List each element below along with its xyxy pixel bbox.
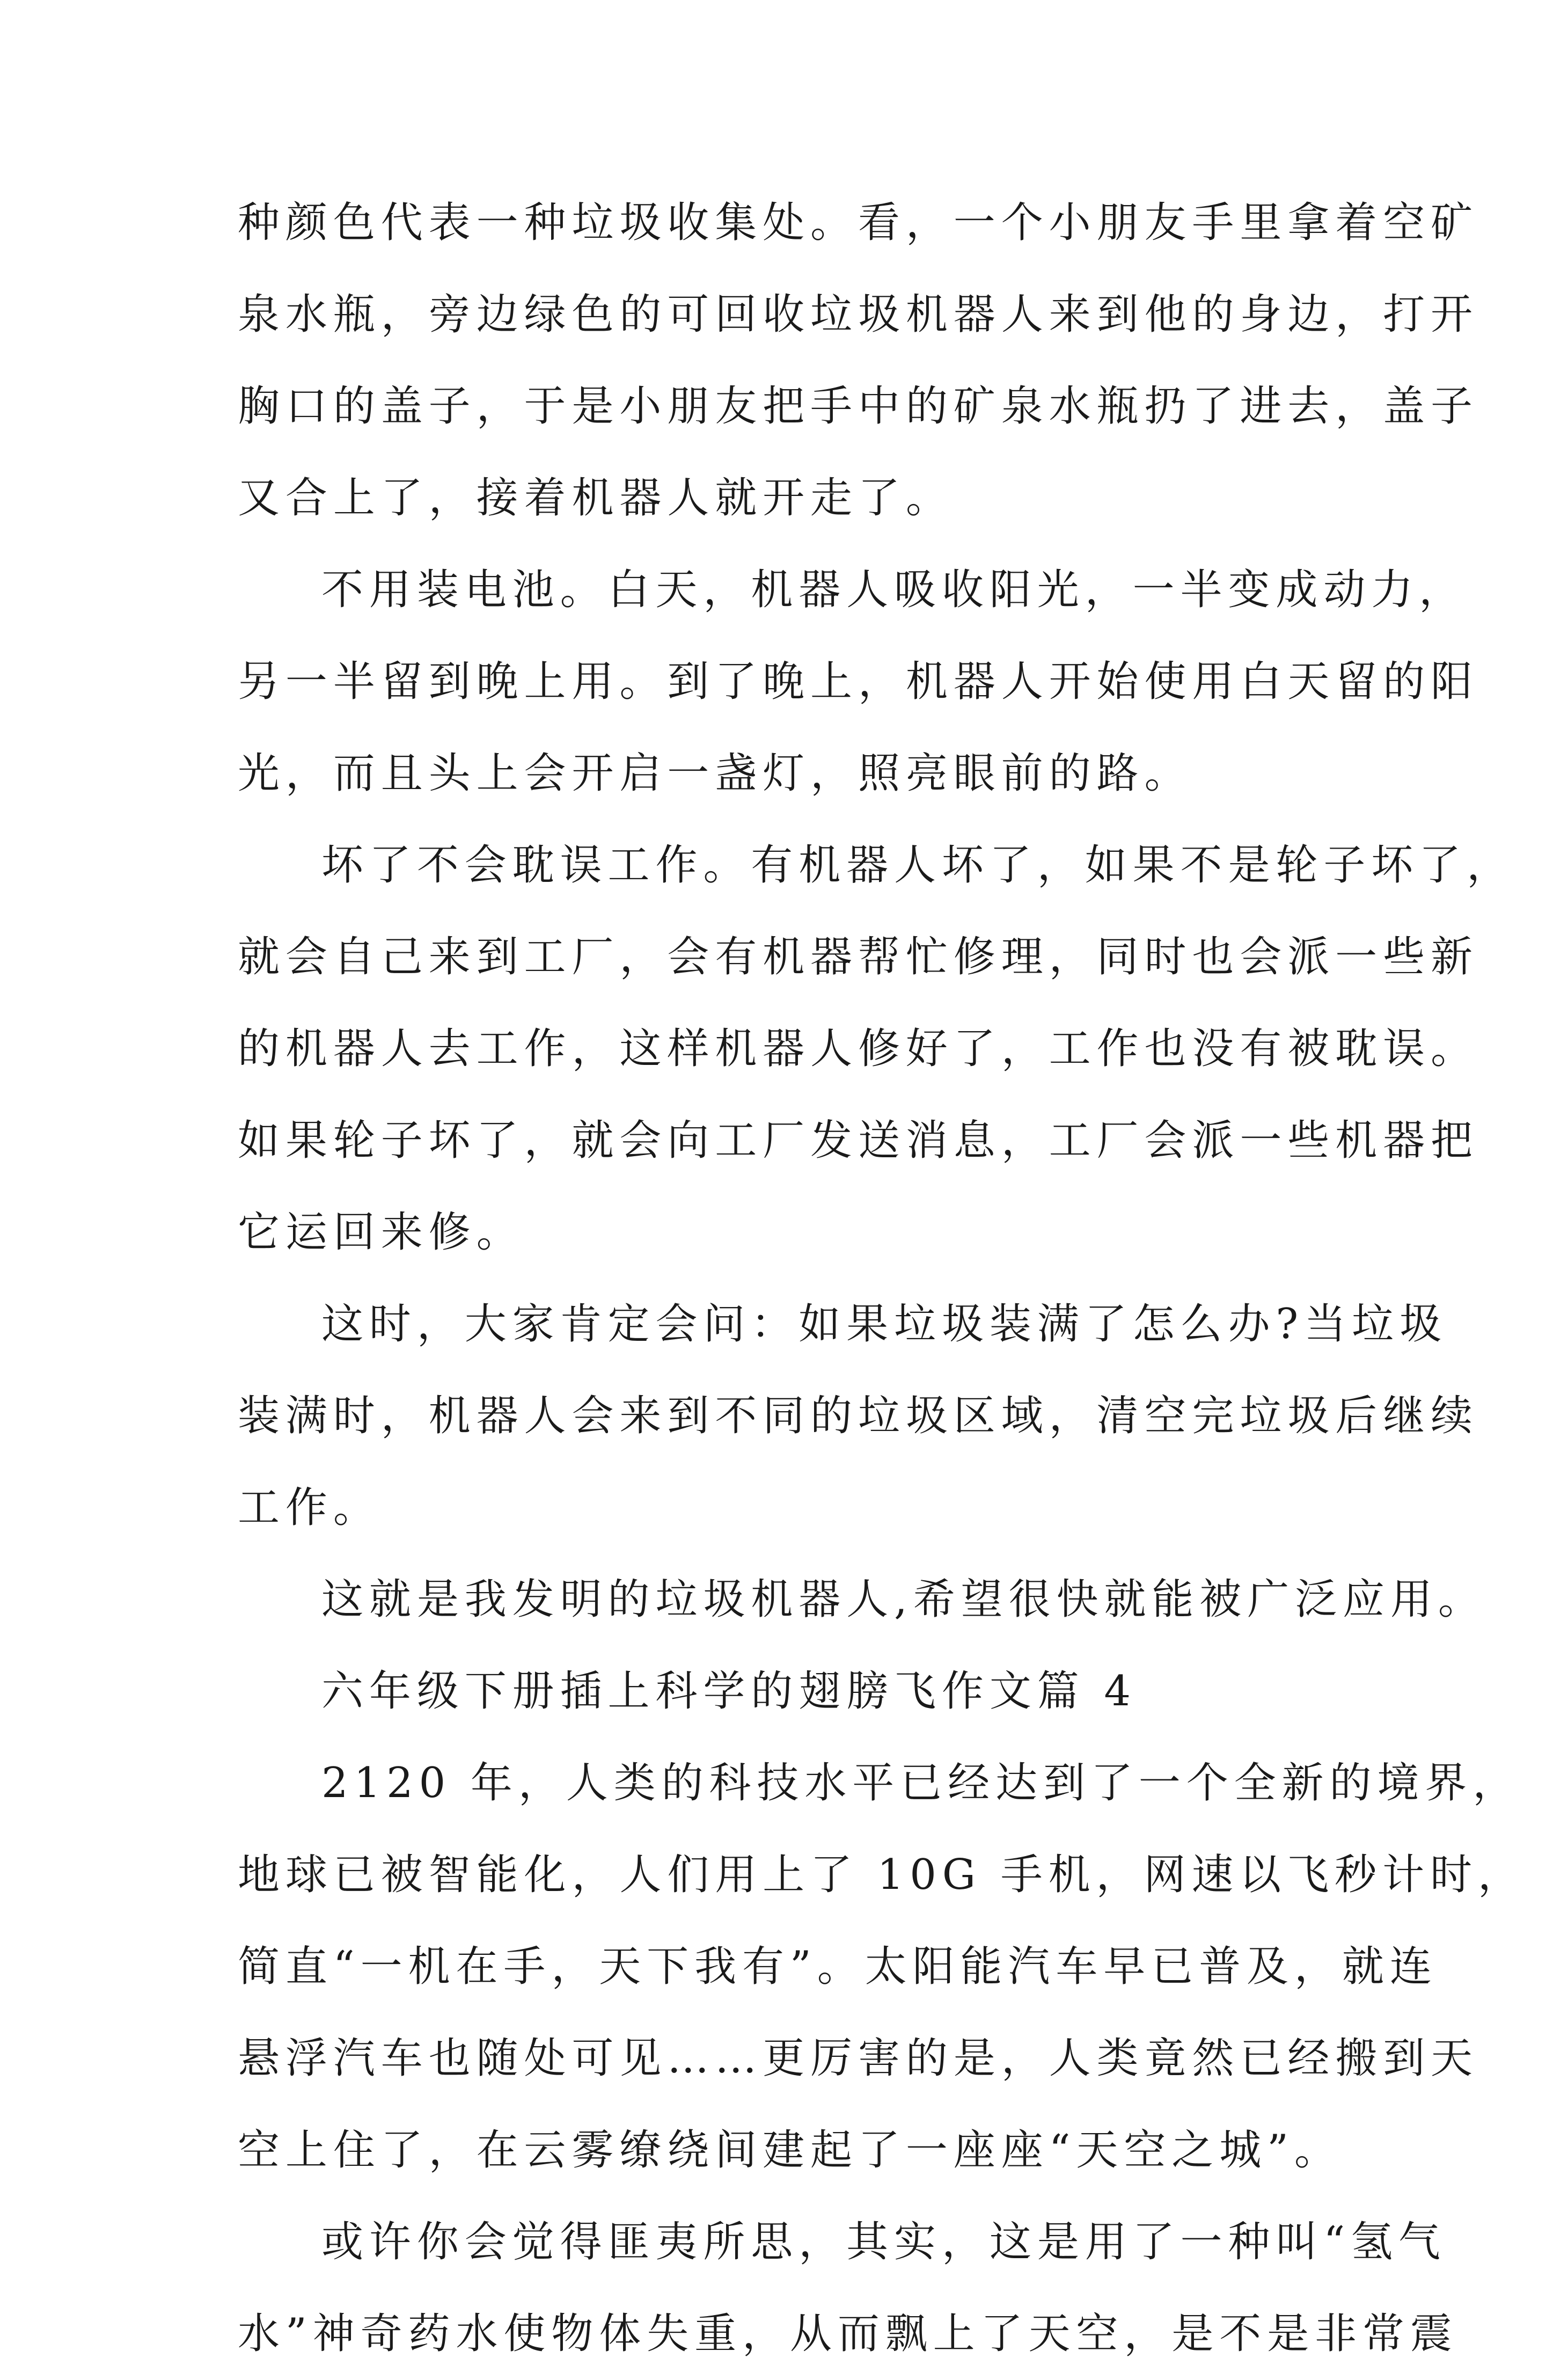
text-line: 另一半留到晚上用。到了晚上，机器人开始使用白天留的阳 bbox=[238, 658, 1478, 706]
text-line: 又合上了，接着机器人就开走了。 bbox=[238, 474, 954, 522]
paragraph bbox=[238, 820, 1515, 1279]
text-line: 光，而且头上会开启一盏灯，照亮眼前的路。 bbox=[238, 749, 1192, 798]
section-heading bbox=[238, 1646, 1327, 1737]
text-line: 坏了不会耽误工作。有机器人坏了，如果不是轮子坏了， bbox=[321, 841, 1515, 889]
text-line: 泉水瓶，旁边绿色的可回收垃圾机器人来到他的身边，打开 bbox=[238, 290, 1478, 339]
text-line: 这就是我发明的垃圾机器人,希望很快就能被广泛应用。 bbox=[321, 1575, 1486, 1624]
text-line: 或许你会觉得匪夷所思，其实，这是用了一种叫“氢气 bbox=[321, 2218, 1446, 2266]
text-line: 不用装电池。白天，机器人吸收阳光，一半变成动力， bbox=[321, 566, 1467, 614]
text-line: 工作。 bbox=[238, 1484, 381, 1532]
document-body bbox=[238, 177, 1526, 2380]
text-line: 胸口的盖子，于是小朋友把手中的矿泉水瓶扔了进去，盖子 bbox=[238, 382, 1478, 430]
text-line: 空上住了，在云雾缭绕间建起了一座座“天空之城”。 bbox=[238, 2126, 1342, 2174]
text-line: 它运回来修。 bbox=[238, 1208, 524, 1257]
text-line: 2120 年，人类的科技水平已经达到了一个全新的境界， bbox=[321, 1759, 1521, 1807]
paragraph bbox=[238, 544, 1478, 820]
text-line: 种颜色代表一种垃圾收集处。看，一个小朋友手里拿着空矿 bbox=[238, 199, 1478, 247]
text-line: 这时，大家肯定会问：如果垃圾装满了怎么办?当垃圾 bbox=[321, 1300, 1447, 1348]
text-line: 如果轮子坏了，就会向工厂发送消息，工厂会派一些机器把 bbox=[238, 1116, 1478, 1165]
text-line: 悬浮汽车也随处可见……更厉害的是，人类竟然已经搬到天 bbox=[238, 2034, 1478, 2083]
text-line: 就会自己来到工厂，会有机器帮忙修理，同时也会派一些新 bbox=[238, 933, 1478, 981]
text-line: 水”神奇药水使物体失重，从而飘上了天空，是不是非常震 bbox=[238, 2310, 1458, 2358]
text-line: 装满时，机器人会来到不同的垃圾区域，清空完垃圾后继续 bbox=[238, 1392, 1478, 1440]
text-line: 简直“一机在手，天下我有”。太阳能汽车早已普及，就连 bbox=[238, 1943, 1438, 1991]
paragraph bbox=[238, 1554, 1486, 1646]
paragraph bbox=[238, 1279, 1478, 1554]
text-line: 地球已被智能化，人们用上了 10G 手机，网速以飞秒计时， bbox=[238, 1851, 1526, 1899]
paragraph bbox=[238, 1737, 1526, 2196]
paragraph bbox=[238, 177, 1478, 544]
paragraph bbox=[238, 2196, 1458, 2380]
heading-text: 六年级下册插上科学的翅膀飞作文篇 4 bbox=[321, 1667, 1137, 1715]
text-line: 的机器人去工作，这样机器人修好了，工作也没有被耽误。 bbox=[238, 1025, 1478, 1073]
